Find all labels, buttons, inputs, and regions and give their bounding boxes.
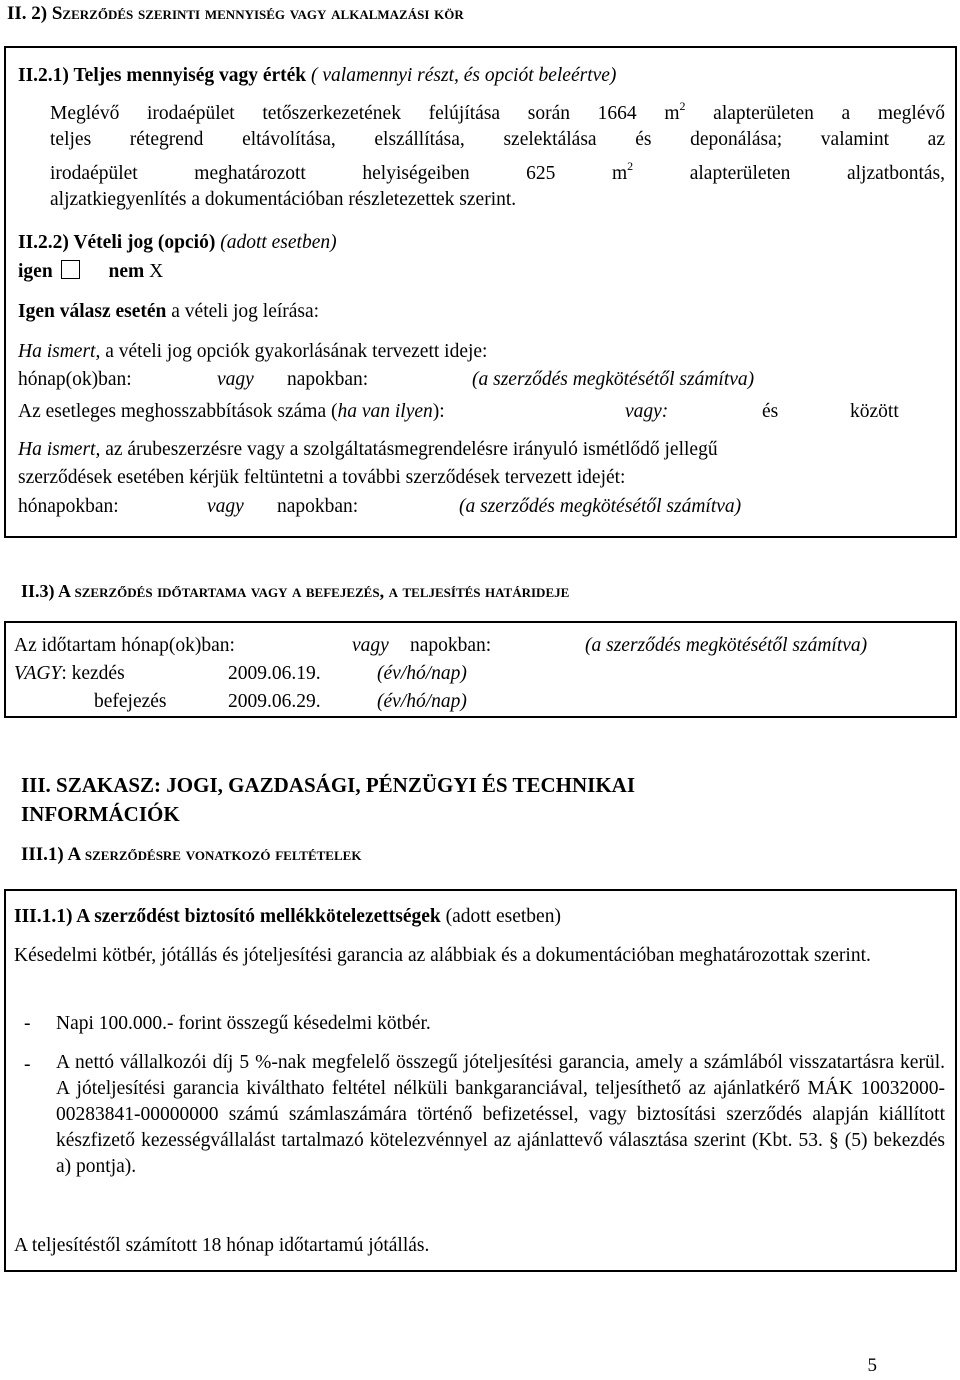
szamitva-label-3: (a szerződés megkötésétől számítva)	[585, 635, 868, 656]
ha-ismert-line: Ha ismert, a vételi jog opciók gyakorlásának tervezett ideje:	[18, 341, 488, 362]
list-dash-1: -	[24, 1013, 31, 1034]
szamitva-label-2: (a szerződés megkötésétől számítva)	[459, 496, 742, 517]
iii11-heading: III.1.1) A szerződést biztosító mellékkötelezettségek (adott esetben)	[14, 906, 561, 927]
vagy-label-2: vagy	[207, 496, 244, 517]
honapokban-label: hónapokban:	[18, 496, 119, 517]
szamitva-label: (a szerződés megkötésétől számítva)	[472, 369, 755, 390]
nem-mark: X	[149, 261, 164, 282]
honap-label: hónap(ok)ban:	[18, 369, 132, 390]
befejezes-label: befejezés	[94, 691, 167, 712]
section-title: II. 2) Szerződés szerinti mennyiség vagy alkalmazási kör	[7, 3, 464, 24]
kezdes-line: VAGY: kezdés	[14, 663, 125, 684]
final-line: A teljesítéstől számított 18 hónap időtartamú jótállás.	[14, 1235, 430, 1256]
list-item-1: Napi 100.000.- forint összegű késedelmi kötbér.	[56, 1013, 431, 1034]
befejezes-date: 2009.06.29.	[228, 691, 321, 712]
vagy-label-3: vagy	[352, 635, 389, 656]
ii21-heading: II.2.1) Teljes mennyiség vagy érték ( valamennyi részt, és opciót beleértve)	[18, 65, 617, 86]
idotartam-label: Az időtartam hónap(ok)ban:	[14, 635, 235, 656]
iii11-paragraph: Késedelmi kötbér, jótállás és jóteljesítési garancia az alábbiak és a dokumentációban meghatározottak szerint.	[14, 945, 871, 966]
ismetlodo-line-2: szerződések esetében kérjük feltüntetni a további szerződések tervezett idejét:	[18, 467, 626, 488]
ismetlodo-line: Ha ismert, az árubeszerzésre vagy a szolgáltatásmegrendelésre irányuló ismétlődő jellegű	[18, 439, 718, 460]
ii3-heading: II.3) A szerződés időtartama vagy a befejezés, a teljesítés határideje	[21, 581, 570, 601]
iii1-heading: III.1) A szerződésre vonatkozó feltételek	[21, 844, 362, 865]
igen-valasz-line: Igen válasz esetén a vételi jog leírása:	[18, 301, 320, 322]
list-dash-2: -	[24, 1054, 31, 1075]
list-item-2: A nettó vállalkozói díj 5 %-nak megfelelő összegű jóteljesítési garancia, amely a számlából visszatartásra kerül. A jóteljesítési garancia kiválthato feltétel nélküli bankgaranciával, teljesíthető az ajánlatkérő MÁK 10032000-00283841-00000000 számú számlaszámára történő befizetéssel, vagy biztosítási szerződés alapján kiállított készfizető kezességvállalást tartalmazó kötelezvénnyel az ajánlattevő választása szerint (Kbt. 53. § (5) bekezdés a) pontja).	[56, 1052, 945, 1177]
napokban-label-3: napokban:	[410, 635, 492, 656]
kezdes-date: 2009.06.19.	[228, 663, 321, 684]
vagy-label: vagy	[217, 369, 254, 390]
igen-checkbox[interactable]	[61, 260, 80, 279]
ev-ho-nap-1: (év/hó/nap)	[377, 663, 467, 684]
vagy-colon-label: vagy:	[625, 401, 669, 422]
napokban-label-2: napokban:	[277, 496, 359, 517]
kozott-label: között	[850, 401, 899, 422]
napokban-label: napokban:	[287, 369, 369, 390]
option-choice: igen nem X	[18, 261, 164, 282]
page-number: 5	[867, 1355, 877, 1376]
section-iii-heading: III. SZAKASZ: JOGI, GAZDASÁGI, PÉNZÜGYI ÉS TECHNIKAI INFORMÁCIÓK	[21, 773, 636, 826]
meghosszabbitas-line: Az esetleges meghosszabbítások száma (ha van ilyen):	[18, 401, 445, 422]
ii22-heading: II.2.2) Vételi jog (opció) (adott esetben)	[18, 232, 337, 253]
es-label: és	[762, 401, 779, 422]
ev-ho-nap-2: (év/hó/nap)	[377, 691, 467, 712]
ii21-paragraph: Meglévő irodaépület tetőszerkezetének felújítása során 1664 $m^2$ alapterületen a meglévő teljes rétegrend eltávolítása, elszállítása, szelektálása és deponálása; valamint az irodaépület meghatározott helyiségeiben 625 $m^2$ alapterületen aljzatbontás, aljzatkiegyenlítés a dokumentációban részletezettek szerint.	[50, 99, 945, 210]
